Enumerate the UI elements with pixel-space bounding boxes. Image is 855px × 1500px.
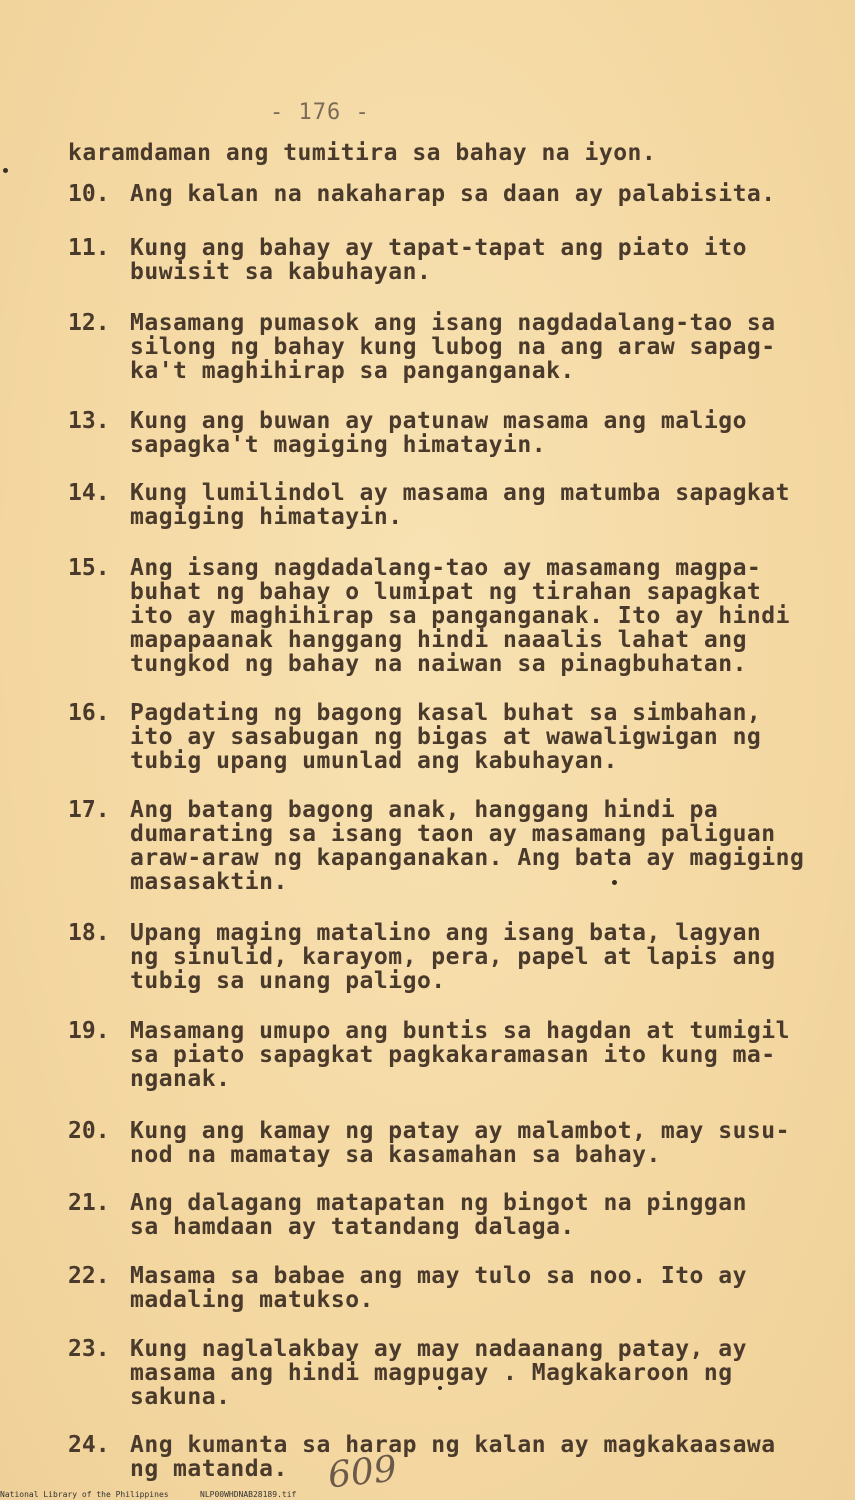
ink-speck: [3, 168, 8, 173]
item-text: Kung lumilindol ay masama ang matumba sapagkat magiging himatayin.: [130, 480, 790, 530]
item-text: Pagdating ng bagong kasal buhat sa simbahan, ito ay sasabugan ng bigas at wawaligwigan ng tubig upang umunlad ang kabuhayan.: [130, 700, 762, 774]
list-item: [68, 1337, 810, 1409]
list-item: [68, 236, 810, 284]
item-number: 21.: [68, 1190, 110, 1216]
item-text: Ang batang bagong anak, hanggang hindi pa dumarating sa isang taon ay masamang paliguan araw-araw ng kapanganakan. Ang bata ay magiging masasaktin.: [130, 797, 805, 895]
item-text: Upang maging matalino ang isang bata, lagyan ng sinulid, karayom, pera, papel at lapis ang tubig sa unang paligo.: [130, 920, 776, 994]
item-number: 14.: [68, 480, 110, 506]
item-number: 16.: [68, 700, 110, 726]
item-text: Kung naglalakbay ay may nadaanang patay, ay masama ang hindi magpugay . Magkakaroon ng sakuna.: [130, 1336, 747, 1410]
item-number: 15.: [68, 555, 110, 581]
list-item: [68, 1119, 810, 1167]
item-text: Kung ang kamay ng patay ay malambot, may susu- nod na mamatay sa kasamahan sa bahay.: [130, 1118, 790, 1168]
item-number: 20.: [68, 1118, 110, 1144]
list-item: [68, 701, 810, 773]
ink-speck: [438, 1386, 442, 1390]
list-item: [68, 481, 810, 529]
item-text: Masamang pumasok ang isang nagdadalang-tao sa silong ng bahay kung lubog na ang araw sapag- ka't maghihirap sa panganganak.: [130, 310, 776, 384]
item-text: Kung ang buwan ay patunaw masama ang maligo sapagka't magiging himatayin.: [130, 408, 747, 458]
list-item: [68, 311, 810, 383]
list-item: [68, 798, 810, 894]
library-credit: National Library of the Philippines: [0, 1490, 169, 1499]
item-text: Ang isang nagdadalang-tao ay masamang magpa- buhat ng bahay o lumipat ng tirahan sapagkat ito ay maghihirap sa panganganak. Ito ay hindi mapapaanak hanggang hindi naaalis lahat ang tungkod ng bahay na naiwan sa pinagbuhatan.: [130, 555, 790, 677]
handwritten-page-number: 609: [326, 1448, 399, 1497]
item-text: Ang kalan na nakaharap sa daan ay palabisita.: [130, 181, 776, 207]
item-number: 24.: [68, 1432, 110, 1458]
item-number: 10.: [68, 181, 110, 207]
list-item: [68, 409, 810, 457]
continued-line: karamdaman ang tumitira sa bahay na iyon.: [68, 140, 657, 166]
item-text: Ang kumanta sa harap ng kalan ay magkakaasawa ng matanda.: [130, 1432, 776, 1482]
scan-filename: NLP00WHDNAB28189.tif: [200, 1490, 297, 1499]
ink-speck: [612, 880, 617, 885]
list-item: [68, 1433, 810, 1481]
item-number: 19.: [68, 1018, 110, 1044]
item-text: Ang dalagang matapatan ng bingot na pinggan sa hamdaan ay tatandang dalaga.: [130, 1190, 747, 1240]
list-item: [68, 182, 810, 206]
item-number: 13.: [68, 408, 110, 434]
item-text: Masamang umupo ang buntis sa hagdan at tumigil sa piato sapagkat pagkakaramasan ito kung ma- nganak.: [130, 1018, 790, 1092]
scan-footer: [0, 1490, 297, 1499]
item-number: 18.: [68, 920, 110, 946]
item-number: 11.: [68, 235, 110, 261]
item-text: Kung ang bahay ay tapat-tapat ang piato ito buwisit sa kabuhayan.: [130, 235, 747, 285]
item-number: 23.: [68, 1336, 110, 1362]
item-number: 17.: [68, 797, 110, 823]
item-text: Masama sa babae ang may tulo sa noo. Ito ay madaling matukso.: [130, 1263, 747, 1313]
list-item: [68, 1191, 810, 1239]
list-item: [68, 556, 810, 676]
list-item: [68, 921, 810, 993]
page-number: - 176 -: [270, 100, 370, 125]
list-item: [68, 1019, 810, 1091]
item-number: 22.: [68, 1263, 110, 1289]
list-item: [68, 1264, 810, 1312]
item-number: 12.: [68, 310, 110, 336]
